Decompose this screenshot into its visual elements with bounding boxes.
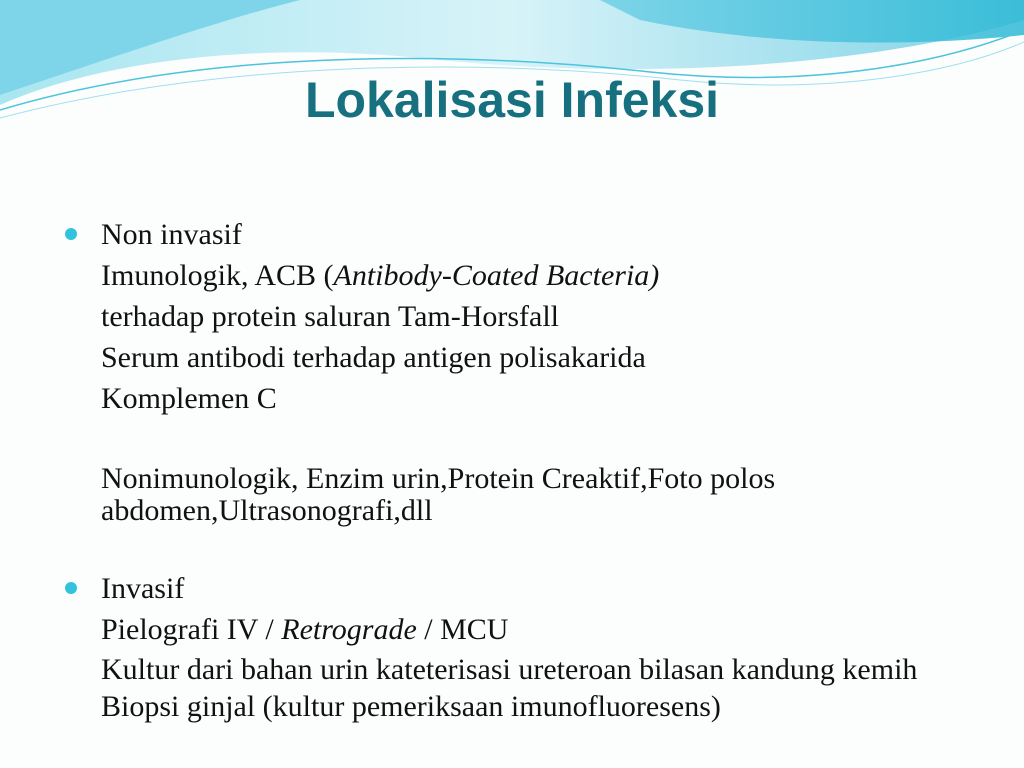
bullet-icon (65, 582, 77, 594)
item-line: Kultur dari bahan urin kateterisasi ureteroan bilasan kandung kemih (101, 653, 918, 686)
slide-body (60, 214, 960, 727)
item-line: Komplemen C (101, 382, 277, 415)
slide-title: Lokalisasi Infeksi (304, 72, 720, 128)
item-line: Imunologik, ACB (Antibody-Coated Bacteria) (101, 259, 660, 292)
item-heading: Non invasif (101, 218, 242, 251)
item-line: Pielografi IV / Retrograde / MCU (101, 613, 509, 646)
list-item-non-invasif (60, 214, 960, 527)
item-line: terhadap protein saluran Tam-Horsfall (101, 300, 560, 333)
item-extra-text: Nonimunologik, Enzim urin,Protein Creaktif,Foto polos abdomen,Ultrasonografi,dll (101, 462, 776, 527)
item-line: Serum antibodi terhadap antigen polisakarida (101, 341, 646, 374)
bullet-icon (65, 228, 77, 240)
item-line: Biopsi ginjal (kultur pemeriksaan imunofluoresens) (101, 690, 721, 723)
list-item-invasif (60, 568, 960, 727)
item-heading: Invasif (101, 572, 185, 605)
